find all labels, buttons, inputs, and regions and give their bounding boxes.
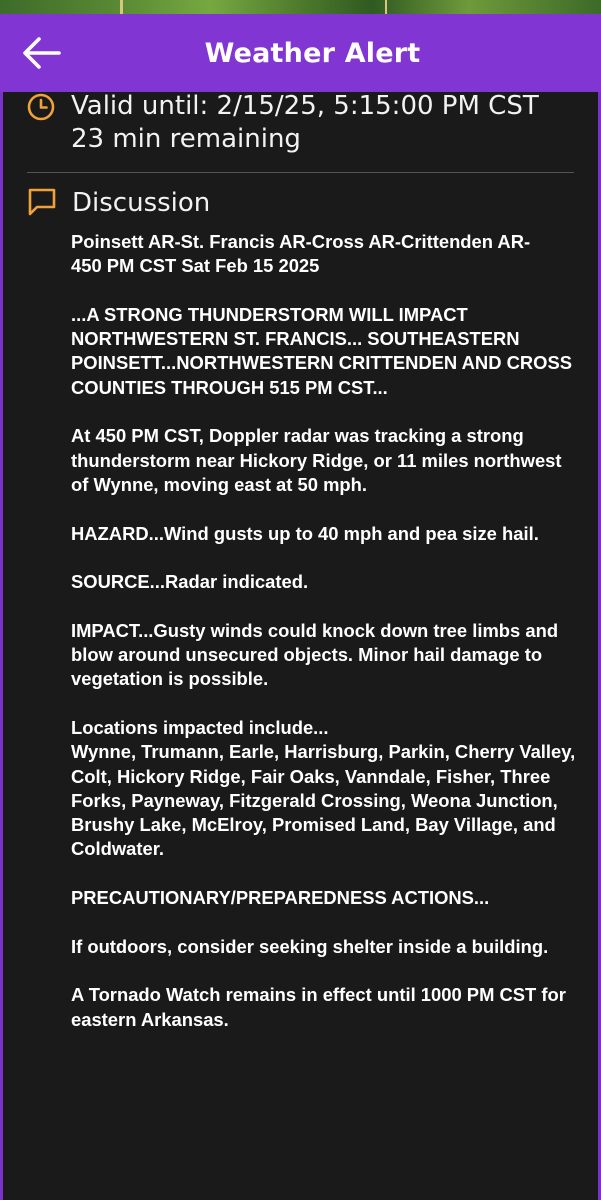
map-background-strip [0, 0, 601, 14]
valid-until-text: Valid until: 2/15/25, 5:15:00 PM CST [71, 91, 539, 121]
time-remaining-text: 23 min remaining [71, 124, 301, 154]
page-title: Weather Alert [204, 37, 421, 69]
discussion-paragraph: HAZARD...Wind gusts up to 40 mph and pea size hail. [71, 522, 539, 544]
section-divider [27, 172, 574, 173]
discussion-paragraph: ...A STRONG THUNDERSTORM WILL IMPACT NORTHWESTERN ST. FRANCIS... SOUTHEASTERN POINSETT...NORTHWESTERN CRITTENDEN AND CROSS COUNTIES THROUGH 515 PM CST... [71, 303, 572, 398]
discussion-body [71, 230, 577, 1032]
discussion-paragraph: SOURCE...Radar indicated. [71, 571, 309, 593]
discussion-heading: Discussion [72, 188, 211, 218]
discussion-paragraph: Poinsett AR-St. Francis AR-Cross AR-Crittenden AR- 450 PM CST Sat Feb 15 2025 [71, 231, 531, 277]
chat-bubble-icon [27, 187, 57, 217]
app-header [0, 14, 601, 92]
discussion-paragraph: PRECAUTIONARY/PREPAREDNESS ACTIONS... [71, 887, 490, 909]
discussion-paragraph: At 450 PM CST, Doppler radar was tracking a strong thunderstorm near Hickory Ridge, or 11 miles northwest of Wynne, moving east at 50 mph. [71, 425, 562, 495]
back-button[interactable] [18, 32, 64, 74]
discussion-paragraph: A Tornado Watch remains in effect until 1000 PM CST for eastern Arkansas. [71, 984, 566, 1030]
discussion-paragraph: Locations impacted include... Wynne, Trumann, Earle, Harrisburg, Parkin, Cherry Valley, Colt, Hickory Ridge, Fair Oaks, Vanndale, Fisher, Three Forks, Payneway, Fitzgerald Crossing, Weona Junction, Brushy Lake, McElroy, Promised Land, Bay Village, and Coldwater. [71, 716, 576, 860]
validity-row [0, 92, 601, 162]
discussion-paragraph: If outdoors, consider seeking shelter inside a building. [71, 935, 549, 957]
arrow-left-icon [21, 36, 61, 70]
clock-icon [26, 92, 56, 122]
discussion-paragraph: IMPACT...Gusty winds could knock down tree limbs and blow around unsecured objects. Minor hail damage to vegetation is possible. [71, 619, 559, 690]
validity-text [71, 90, 539, 156]
alert-details [0, 92, 601, 1200]
